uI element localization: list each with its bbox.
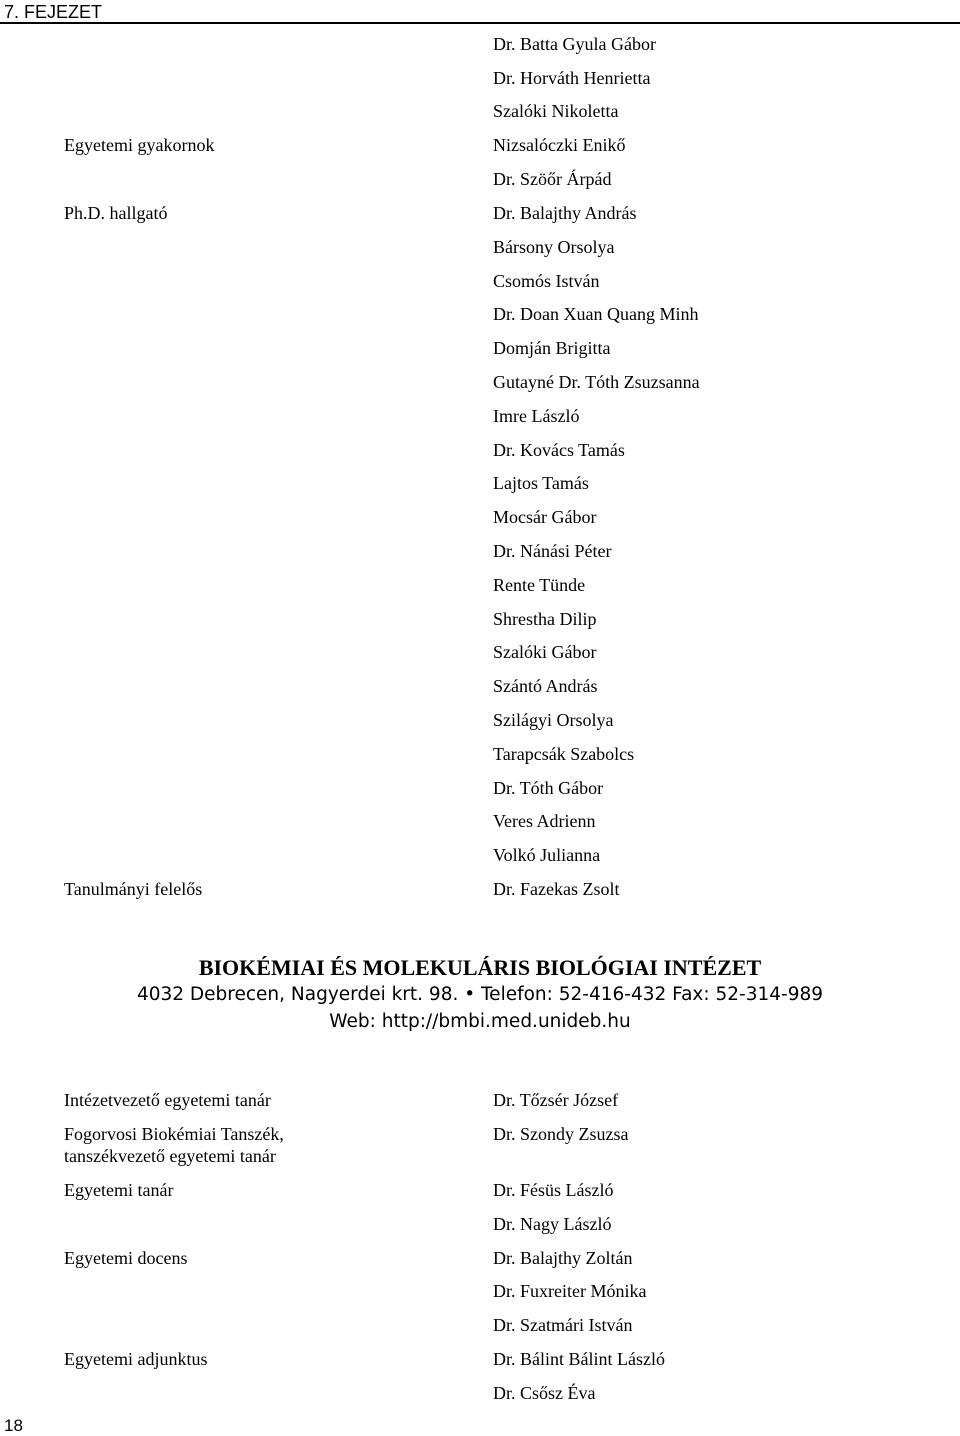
staff-name: Szántó András: [493, 676, 598, 696]
staff-name: Bársony Orsolya: [493, 237, 615, 257]
staff-name: Szalóki Nikoletta: [493, 101, 619, 121]
staff-name: Lajtos Tamás: [493, 473, 589, 493]
chapter-header: 7. FEJEZET: [4, 2, 103, 22]
role-label: Fogorvosi Biokémiai Tanszék,: [64, 1124, 284, 1144]
role-label: tanszékvezető egyetemi tanár: [64, 1146, 276, 1166]
staff-name: Shrestha Dilip: [493, 609, 597, 629]
staff-name: Dr. Fazekas Zsolt: [493, 879, 620, 899]
staff-name: Dr. Balajthy András: [493, 203, 637, 223]
institute-address: 4032 Debrecen, Nagyerdei krt. 98. • Telefon: 52-416-432 Fax: 52-314-989: [136, 984, 824, 1005]
staff-name: Dr. Kovács Tamás: [493, 440, 625, 460]
staff-name: Dr. Horváth Henrietta: [493, 68, 651, 88]
staff-name: Tarapcsák Szabolcs: [493, 744, 635, 764]
role-label: Intézetvezető egyetemi tanár: [64, 1090, 271, 1110]
staff-name: Volkó Julianna: [493, 845, 601, 865]
staff-name: Dr. Szondy Zsuzsa: [493, 1124, 629, 1144]
staff-name: Imre László: [493, 406, 580, 426]
institute-web: Web: http://bmbi.med.unideb.hu: [329, 1011, 631, 1032]
page-number: 18: [4, 1416, 23, 1435]
role-label: Egyetemi adjunktus: [64, 1349, 208, 1369]
staff-name: Szalóki Gábor: [493, 642, 597, 662]
staff-name: Dr. Batta Gyula Gábor: [493, 34, 656, 54]
role-label: Ph.D. hallgató: [64, 203, 168, 223]
staff-name: Dr. Balajthy Zoltán: [493, 1248, 633, 1268]
staff-name: Gutayné Dr. Tóth Zsuzsanna: [493, 372, 700, 392]
staff-name: Veres Adrienn: [493, 811, 596, 831]
staff-name: Dr. Tőzsér József: [493, 1090, 619, 1110]
staff-name: Dr. Csősz Éva: [493, 1383, 596, 1403]
staff-name: Dr. Nánási Péter: [493, 541, 612, 561]
staff-name: Dr. Szöőr Árpád: [493, 169, 612, 189]
staff-name: Dr. Fésüs László: [493, 1180, 614, 1200]
staff-name: Rente Tünde: [493, 575, 586, 595]
staff-name: Dr. Fuxreiter Mónika: [493, 1281, 647, 1301]
staff-name: Csomós István: [493, 271, 600, 291]
role-label: Tanulmányi felelős: [64, 879, 203, 899]
staff-name: Dr. Nagy László: [493, 1214, 612, 1234]
staff-name: Mocsár Gábor: [493, 507, 597, 527]
staff-name: Dr. Bálint Bálint László: [493, 1349, 665, 1369]
staff-name: Dr. Szatmári István: [493, 1315, 633, 1335]
role-label: Egyetemi docens: [64, 1248, 188, 1268]
institute-title: BIOKÉMIAI ÉS MOLEKULÁRIS BIOLÓGIAI INTÉZET: [198, 955, 762, 980]
staff-name: Szilágyi Orsolya: [493, 710, 614, 730]
role-label: Egyetemi gyakornok: [64, 135, 215, 155]
staff-name: Nizsalóczki Enikő: [493, 135, 626, 155]
role-label: Egyetemi tanár: [64, 1180, 174, 1200]
staff-name: Domján Brigitta: [493, 338, 611, 358]
header-rule: [0, 22, 960, 24]
staff-name: Dr. Tóth Gábor: [493, 778, 604, 798]
staff-name: Dr. Doan Xuan Quang Minh: [493, 304, 699, 324]
